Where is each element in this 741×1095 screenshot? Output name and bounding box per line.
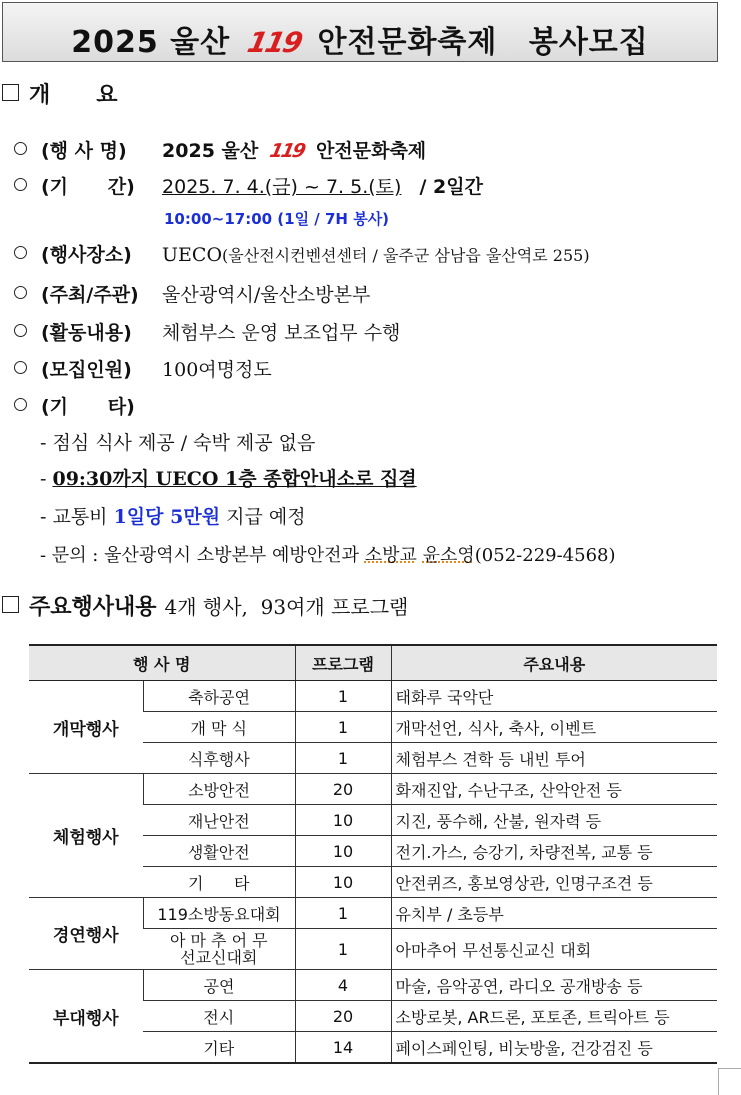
etc-row: (기 타) [14,392,156,419]
main-events-heading: 주요행사내용 4개 행사, 93여개 프로그램 [2,590,408,621]
title-year-city: 2025 울산 [71,25,231,60]
col-header-event: 행 사 명 [29,645,295,681]
table-row: 전시 20 소방로봇, AR드론, 포토존, 트릭아트 등 [29,1001,717,1032]
table-row: 기타 14 페이스페인팅, 비눗방울, 건강검진 등 [29,1032,717,1064]
table-row: 아 마 추 어 무선교신대회 1 아마추어 무선통신교신 대회 [29,929,717,970]
period-row: (기 간) 2025. 7. 4.(금) ~ 7. 5.(토) / 2일간 [14,172,483,199]
table-row: 부대행사 공연 4 마술, 음악공연, 라디오 공개방송 등 [29,970,717,1001]
group-cell: 체험행사 [29,774,143,898]
host-row: (주최/주관) 울산광역시/울산소방본부 [14,280,370,307]
table-row: 체험행사 소방안전 20 화재진압, 수난구조, 산악안전 등 [29,774,717,805]
table-row: 경연행사 119소방동요대회 1 유치부 / 초등부 [29,898,717,929]
table-row: 기 타 10 안전퀴즈, 홍보영상관, 인명구조견 등 [29,867,717,898]
col-header-content: 주요내용 [391,645,717,681]
table-header-row [29,645,717,681]
circle-bullet-icon [14,324,27,337]
events-table [29,644,717,1064]
group-cell: 경연행사 [29,898,143,970]
circle-bullet-icon [14,286,27,299]
logo-119-icon: 119 [244,26,304,59]
group-cell: 부대행사 [29,970,143,1064]
etc-contact: - 문의 : 울산광역시 소방본부 예방안전과 소방교 윤소영(052-229-4568) [40,545,616,566]
circle-bullet-icon [14,178,27,191]
etc-transport: - 교통비 1일당 5만원 지급 예정 [40,506,306,528]
etc-gather: - 09:30까지 UECO 1층 종합안내소로 집결 [40,468,417,490]
title-recruit: 봉사모집 [528,25,649,60]
table-row: 재난안전 10 지진, 풍수해, 산불, 원자력 등 [29,805,717,836]
circle-bullet-icon [14,142,27,155]
circle-bullet-icon [14,398,27,411]
table-row: 개막행사 축하공연 1 태화루 국악단 [29,681,717,712]
circle-bullet-icon [14,246,27,259]
title-banner [2,2,718,62]
page-corner-mark [718,1068,741,1095]
title-festival: 안전문화축제 [317,25,498,60]
logo-119-icon: 119 [267,140,307,162]
checkbox-square-icon [2,84,19,101]
page-title [3,17,717,61]
group-cell: 개막행사 [29,681,143,774]
recruit-row: (모집인원) 100여명정도 [14,355,272,382]
circle-bullet-icon [14,361,27,374]
col-header-program: 프로그램 [295,645,391,681]
venue-row: (행사장소) UECO(울산전시컨벤션센터 / 울주군 삼남읍 울산역로 255) [14,240,590,267]
overview-heading: 개 요 [2,78,117,109]
checkbox-square-icon [2,596,19,613]
etc-meal: - 점심 식사 제공 / 숙박 제공 없음 [40,432,316,454]
event-name-row: (행 사 명) 2025 울산 119 안전문화축제 [14,136,426,163]
table-row: 식후행사 1 체험부스 견학 등 내빈 투어 [29,743,717,774]
table-row: 생활안전 10 전기.가스, 승강기, 차량전복, 교통 등 [29,836,717,867]
table-row: 개 막 식 1 개막선언, 식사, 축사, 이벤트 [29,712,717,743]
period-time: 10:00~17:00 (1일 / 7H 봉사) [164,210,390,228]
activity-row: (활동내용) 체험부스 운영 보조업무 수행 [14,318,400,345]
